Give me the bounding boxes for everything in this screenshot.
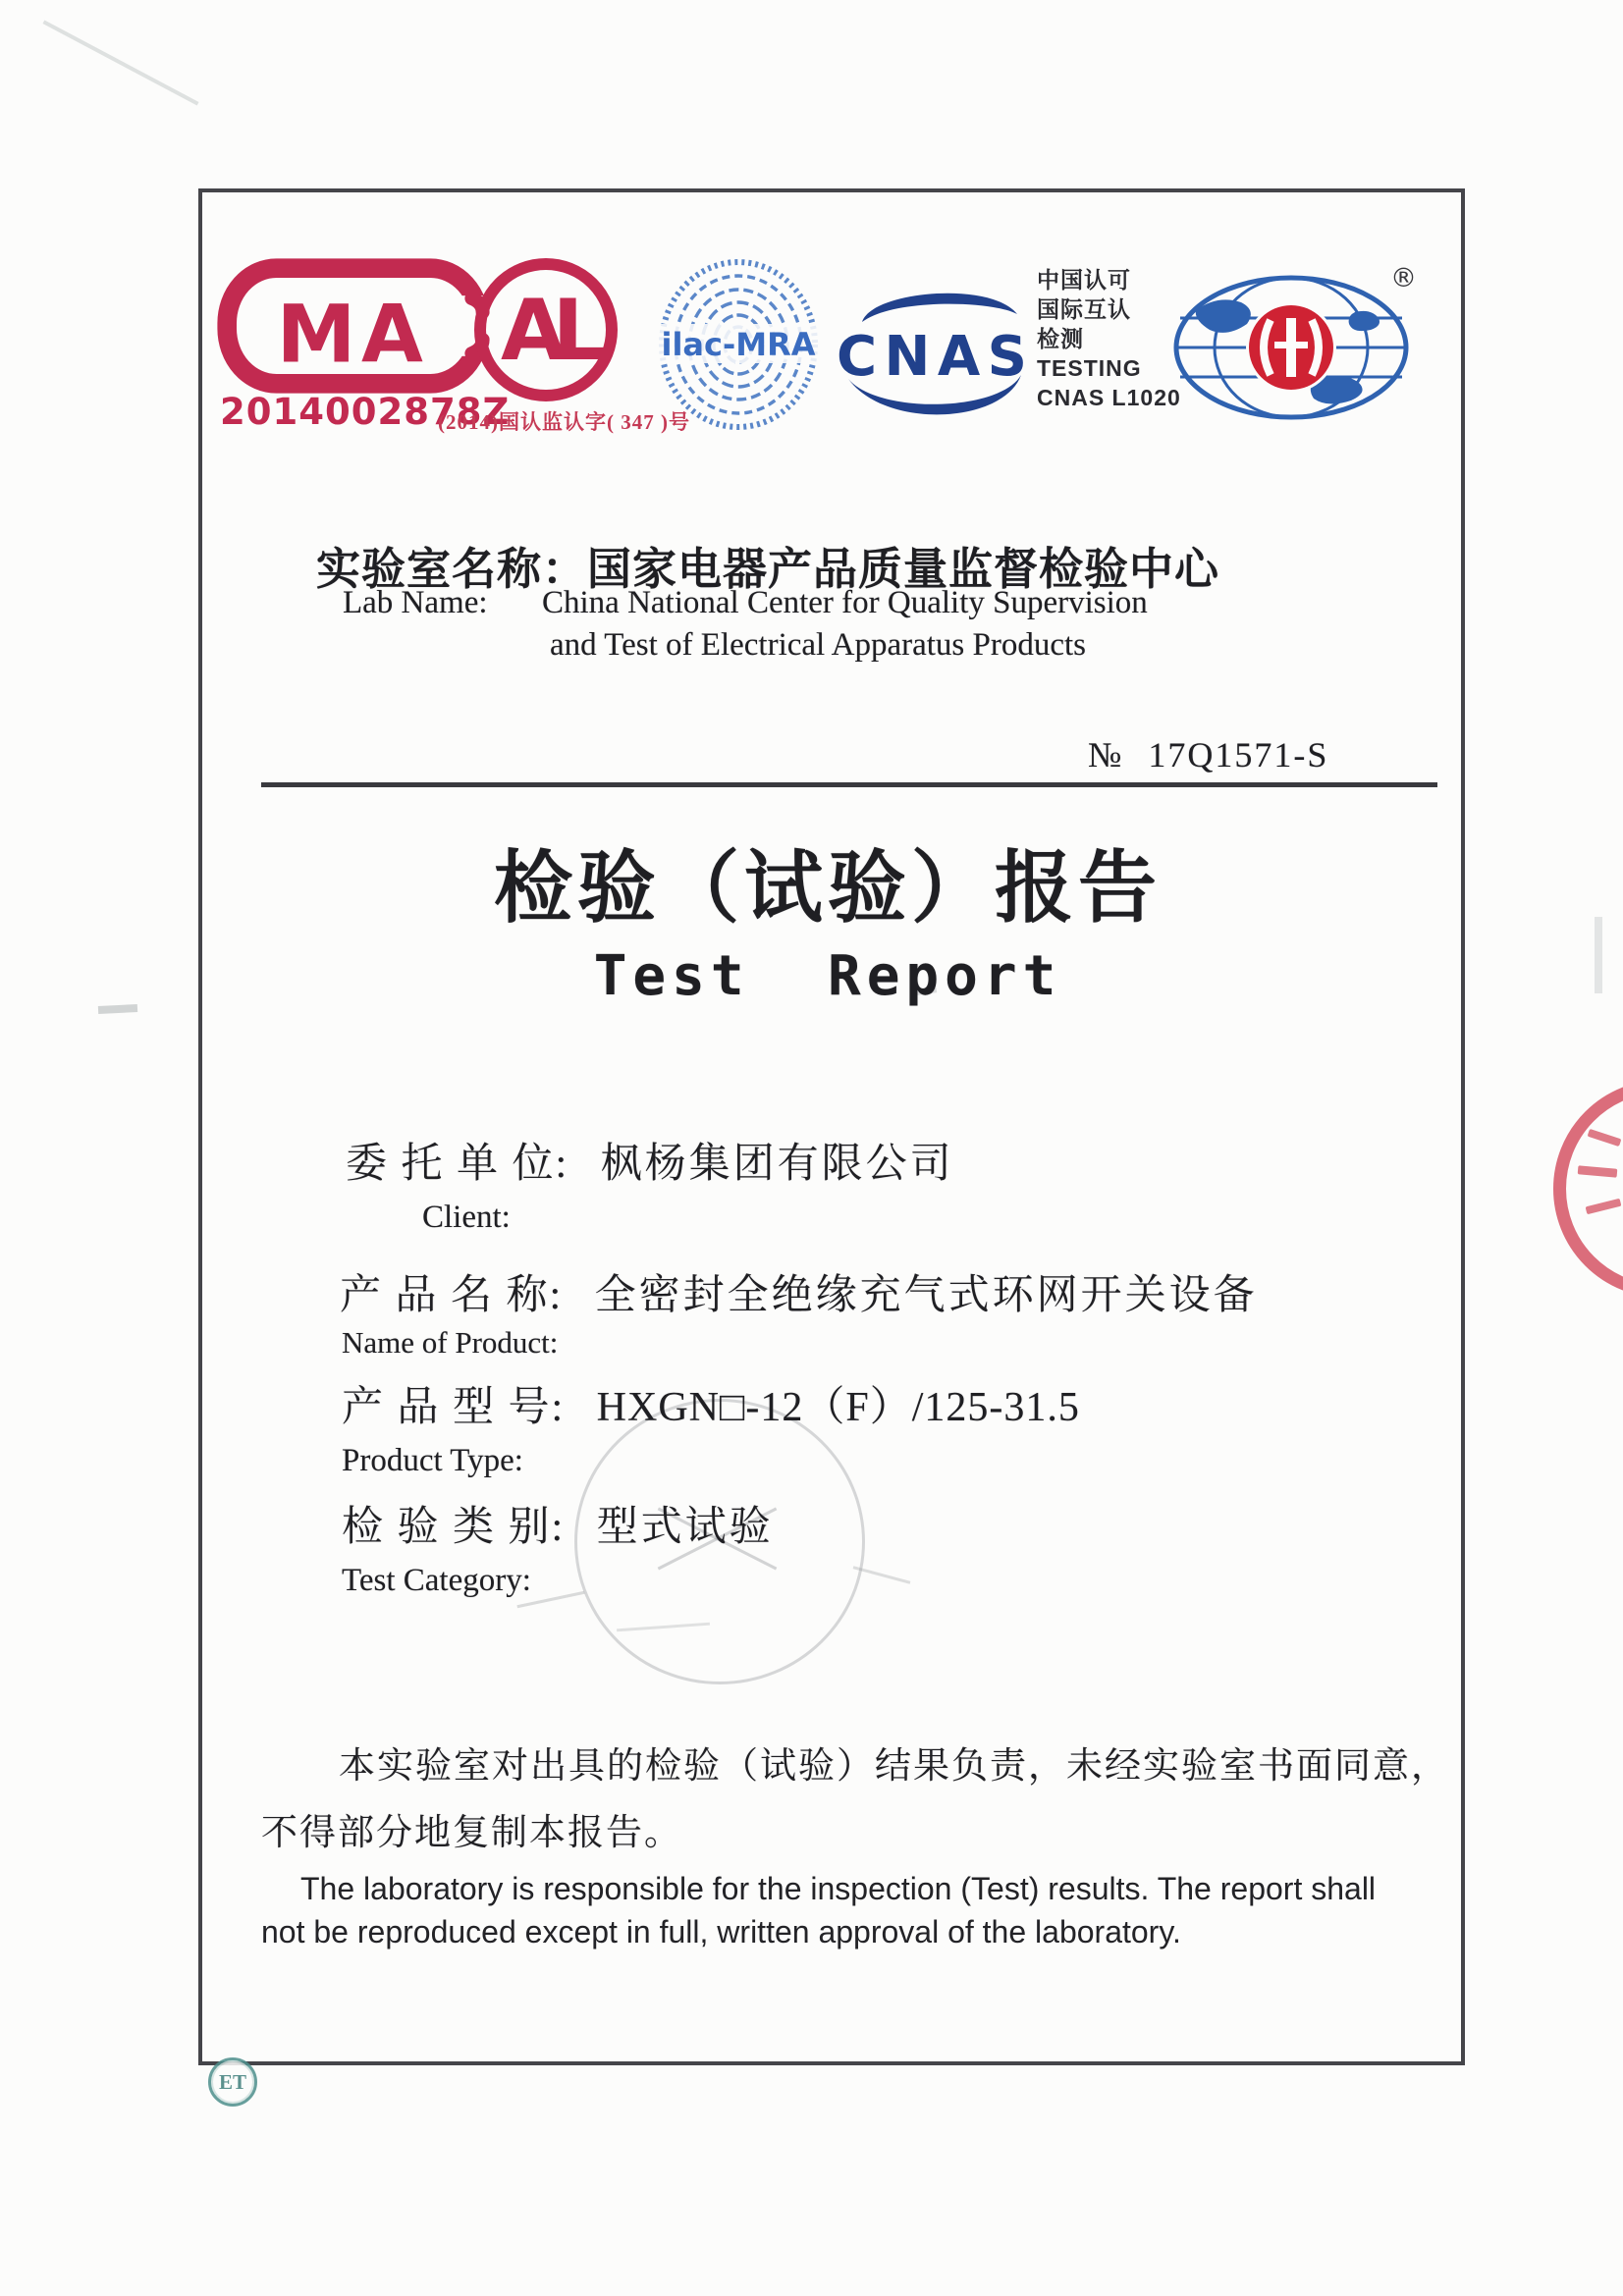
al-certification-logo-icon bbox=[467, 251, 624, 413]
field-product-name-label-en: Name of Product: bbox=[342, 1325, 559, 1360]
cma-logo-icon bbox=[216, 257, 491, 400]
cnas-mark bbox=[835, 285, 1031, 417]
registered-trademark-icon: ® bbox=[1390, 263, 1417, 294]
scan-artifact bbox=[42, 20, 198, 105]
field-test-category bbox=[342, 1494, 774, 1553]
ilac-fingerprint bbox=[656, 257, 821, 432]
disclaimer-cn-line1: 本实验室对出具的检验（试验）结果负责，未经实验室书面同意， bbox=[339, 1746, 1449, 1787]
cnas-accreditation-text bbox=[1037, 265, 1181, 412]
field-product-type bbox=[342, 1374, 1080, 1433]
field-product-name-label-cn: 产 品 名 称: bbox=[340, 1273, 564, 1318]
disclaimer-cn-line2: 不得部分地复制本报告。 bbox=[261, 1813, 682, 1853]
al-certificate-number: (2014)国认监认字( 347 )号 bbox=[438, 410, 690, 434]
cma-accreditation-number: 2014002878Z bbox=[220, 391, 511, 433]
cnas-text-line: CNAS L1020 bbox=[1037, 385, 1181, 410]
globe-mark bbox=[1168, 273, 1414, 422]
cnas-text-line: TESTING bbox=[1037, 355, 1142, 381]
field-client-value: 枫杨集团有限公司 bbox=[600, 1142, 954, 1187]
field-client bbox=[346, 1131, 954, 1190]
al-letters: AL bbox=[501, 282, 593, 380]
field-product-type-label-cn: 产 品 型 号: bbox=[342, 1385, 566, 1430]
red-seal-stamp-icon bbox=[1553, 1080, 1623, 1298]
field-client-label-cn: 委 托 单 位: bbox=[346, 1142, 569, 1187]
scan-artifact bbox=[98, 1004, 137, 1014]
ilac-letters: ilac-MRA bbox=[661, 326, 816, 363]
header-divider-line bbox=[261, 782, 1437, 787]
cma-mark bbox=[216, 257, 491, 395]
field-test-category-label-cn: 检 验 类 别: bbox=[342, 1505, 566, 1550]
seal-character-mark bbox=[1578, 1165, 1618, 1177]
globe-quality-logo-icon bbox=[1168, 273, 1414, 427]
lab-name-en-line2: and Test of Electrical Apparatus Products bbox=[550, 627, 1087, 663]
watermark-mark bbox=[617, 1623, 710, 1632]
field-test-category-value: 型式试验 bbox=[596, 1505, 774, 1550]
lab-name-en-label: Lab Name: bbox=[343, 585, 488, 620]
field-client-label-en: Client: bbox=[422, 1200, 511, 1235]
report-title-cn: 检验（试验）报告 bbox=[494, 846, 1162, 933]
disclaimer-en-line2: not be reproduced except in full, written approval of the laboratory. bbox=[261, 1914, 1181, 1949]
cnas-text-line: 检测 bbox=[1037, 326, 1084, 351]
disclaimer-en-line1: The laboratory is responsible for the inspection (Test) results. The report shall bbox=[300, 1871, 1377, 1906]
field-product-type-value: HXGN□-12（F）/125-31.5 bbox=[596, 1385, 1080, 1430]
cnas-text-line: 中国认可 bbox=[1037, 267, 1131, 293]
lab-name-en-line1: China National Center for Quality Supervision bbox=[542, 585, 1148, 620]
ilac-mra-logo-icon bbox=[656, 257, 821, 437]
al-mark bbox=[467, 251, 624, 408]
field-product-name-value: 全密封全绝缘充气式环网开关设备 bbox=[594, 1273, 1258, 1318]
field-product-type-label-en: Product Type: bbox=[342, 1443, 523, 1478]
scan-artifact bbox=[1595, 917, 1602, 993]
cnas-letters: CNAS bbox=[837, 325, 1029, 389]
et-stamp-icon: ET bbox=[208, 2057, 257, 2107]
seal-character-mark bbox=[1588, 1129, 1622, 1147]
report-title-en: Test Report bbox=[593, 944, 1062, 1008]
lab-name-cn: 实验室名称：国家电器产品质量监督检验中心 bbox=[316, 545, 1220, 594]
field-test-category-label-en: Test Category: bbox=[342, 1563, 531, 1598]
cma-letters: MA bbox=[276, 289, 429, 382]
cnas-text-line: 国际互认 bbox=[1037, 296, 1131, 322]
report-number bbox=[1088, 734, 1328, 775]
cnas-logo-icon bbox=[835, 285, 1031, 417]
seal-character-mark bbox=[1586, 1199, 1622, 1214]
report-number-label: № bbox=[1088, 735, 1123, 774]
field-product-name bbox=[340, 1262, 1258, 1321]
report-number-value: 17Q1571-S bbox=[1148, 735, 1329, 774]
